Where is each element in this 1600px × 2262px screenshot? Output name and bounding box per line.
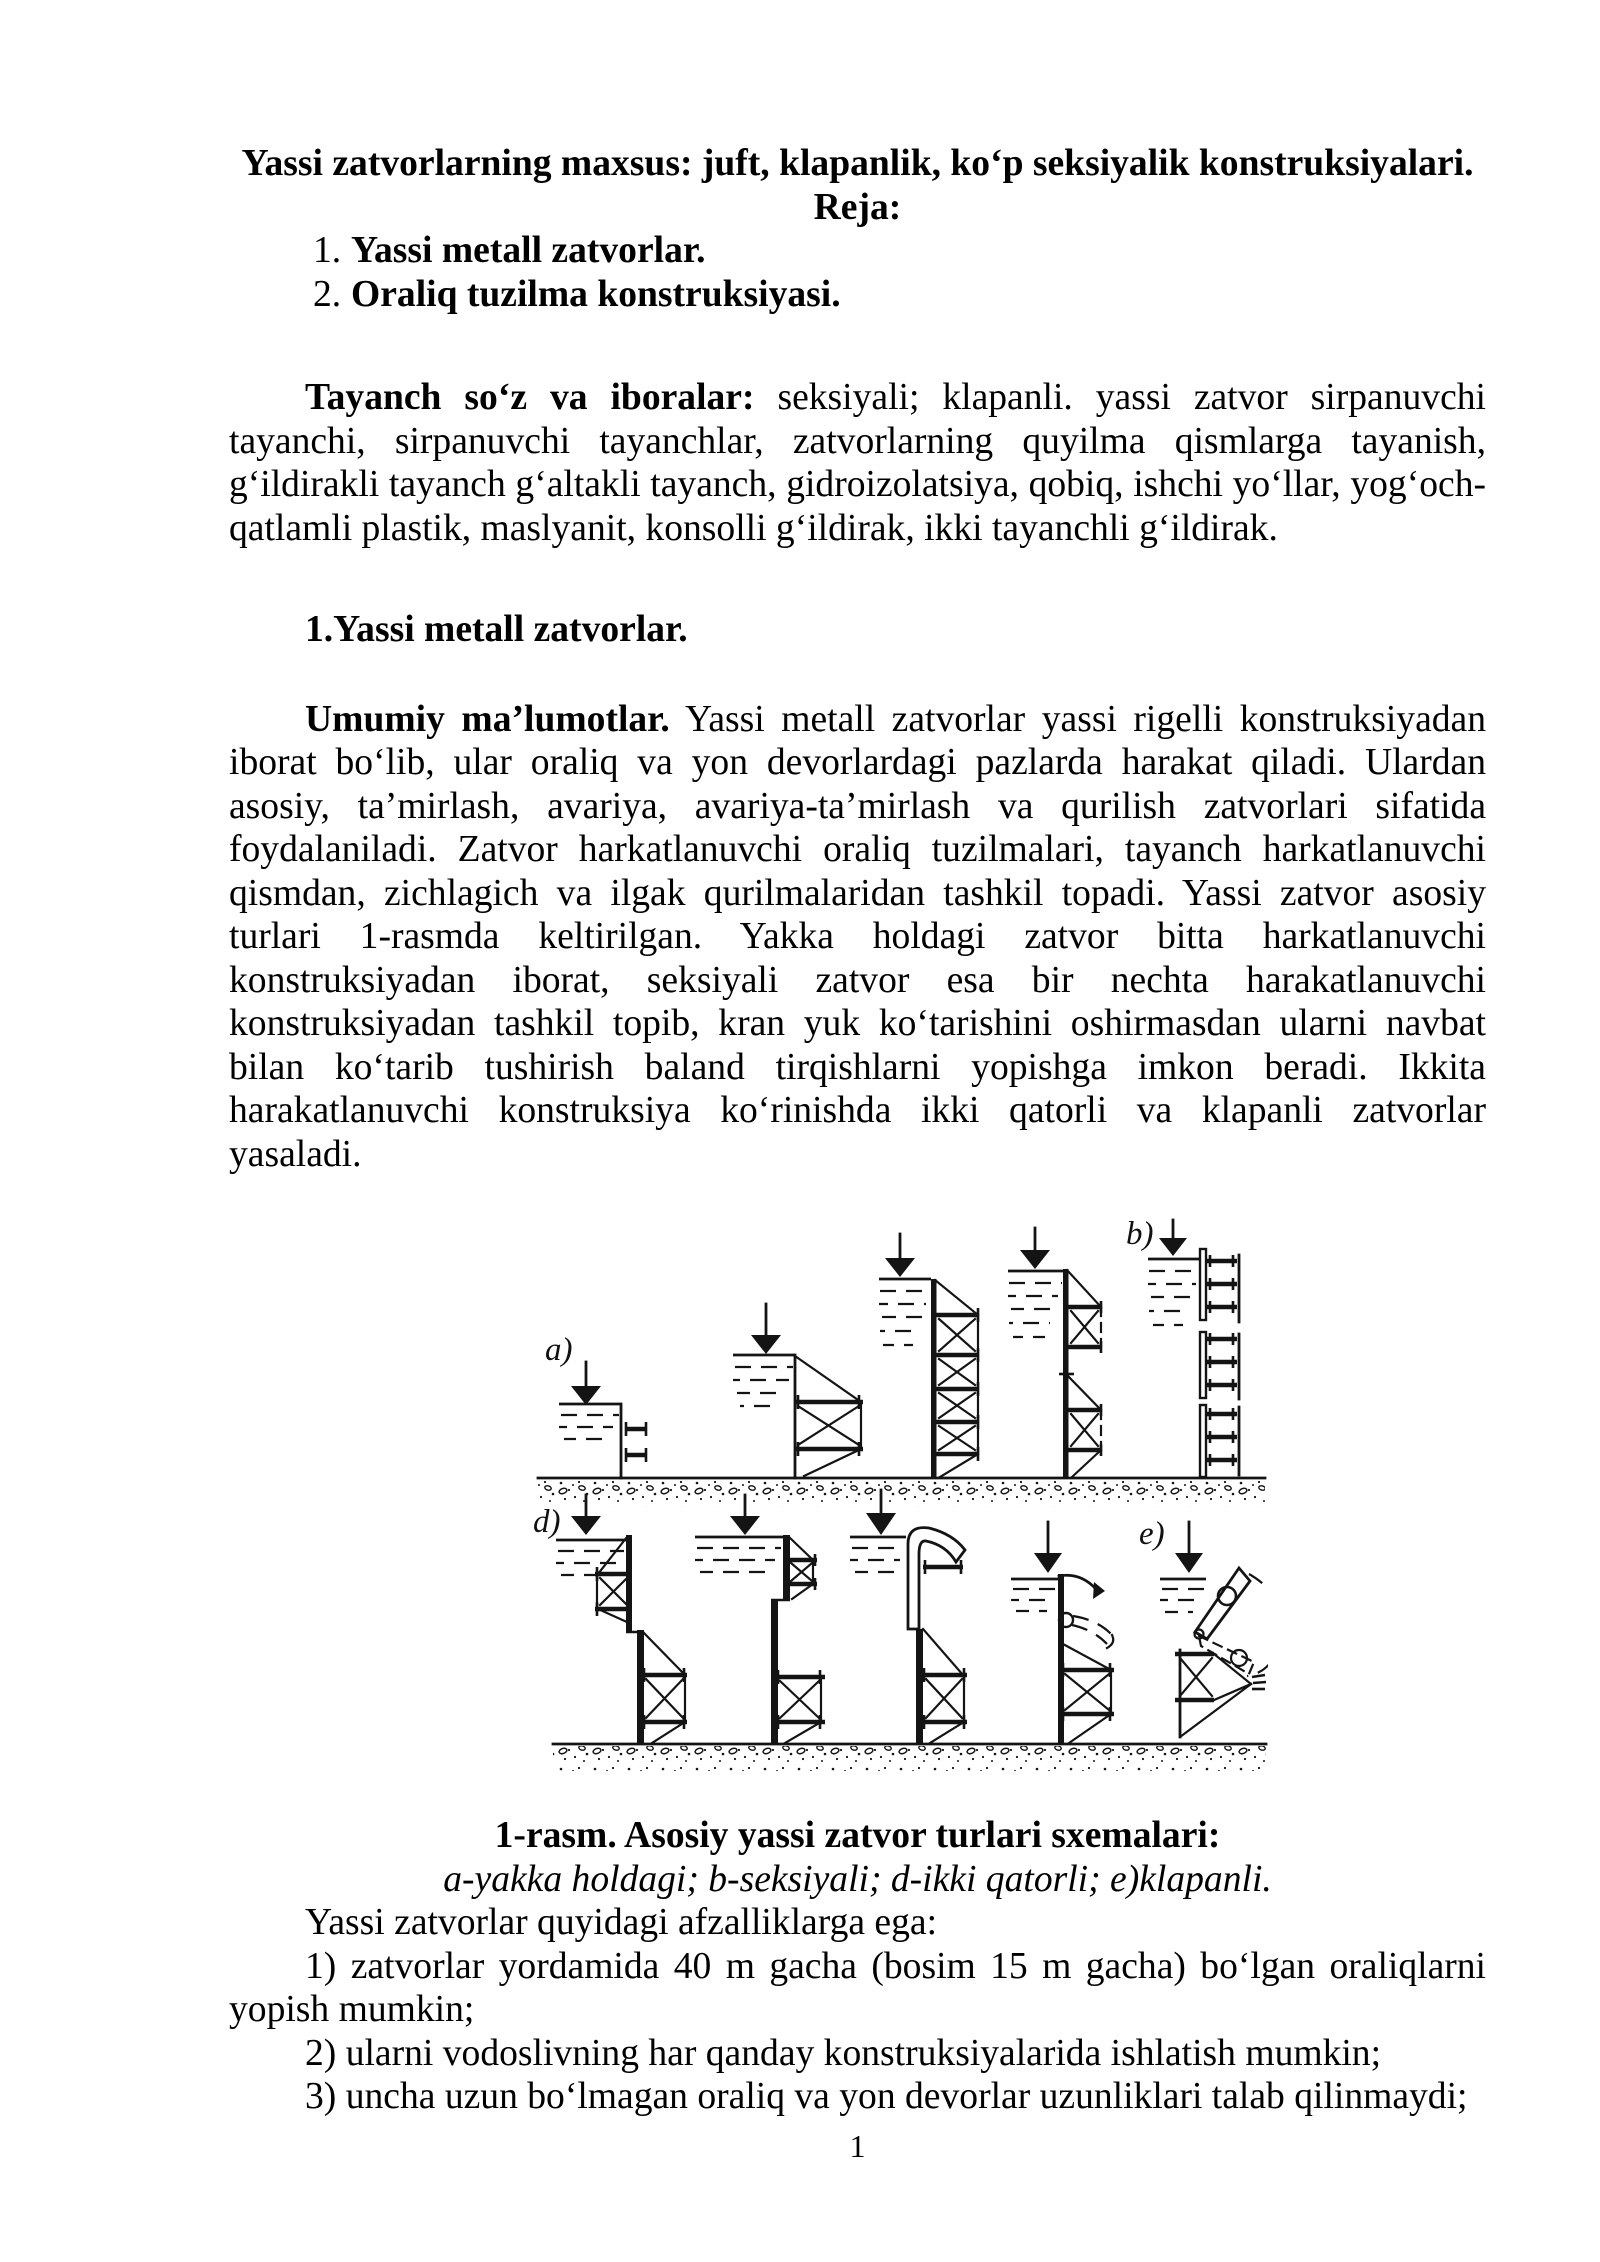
hook-profile xyxy=(908,1528,965,1629)
ground-hatch-bottom xyxy=(553,1746,1266,1771)
flap-motion-arrow-icon xyxy=(1093,1582,1105,1599)
plan-heading: Reja: xyxy=(813,186,902,228)
load-arrow-icon xyxy=(571,1516,601,1535)
scheme-sectional-gate xyxy=(1008,1228,1101,1478)
general-lead: Umumiy ma’lumotlar. xyxy=(305,698,670,740)
advantages-intro: Yassi zatvorlar quyidagi afzalliklarga ega: xyxy=(305,1902,938,1943)
ground-hatch-top xyxy=(538,1480,1265,1507)
figure-label-b: b) xyxy=(1126,1216,1154,1252)
load-arrow-icon xyxy=(866,1513,896,1535)
general-text: Yassi metall zatvorlar yassi rigelli konstruksiyadan iborat bo‘lib, ular oraliq va yon devorlardagi pazlarda harakat qiladi. Ulardan asosiy, ta’mirlash, avariya, avariya-ta’mirlash va qurilish zatvorlari sifatida foydalaniladi. Zatvor harkatlanuvchi oraliq tuzilmalari, tayanch harkatlanuvchi qismdan, zichlagich va ilgak qurilmalaridan tashkil topadi. Yassi zatvor asosiy turlari 1-rasmda keltirilgan. Yakka holdagi zatvor bitta harkatlanuvchi konstruksiyadan iborat, seksiyali zatvor esa bir nechta harakatlanuvchi konstruksiyadan tashkil topib, kran yuk ko‘tarishini oshirmasdan ularni navbat bilan ko‘tarib tushirish baland tirqishlarni yopishga imkon beradi. Ikkita harakatlanuvchi konstruksiya ko‘rinishda ikki qatorli va klapanli zatvorlar yasaladi. xyxy=(229,698,1487,1175)
load-arrow-icon xyxy=(751,1335,781,1354)
beam-stack xyxy=(1206,1255,1237,1466)
load-arrow-icon xyxy=(1159,1238,1187,1256)
plan-item-text: Yassi metall zatvorlar. xyxy=(351,230,706,271)
keywords-paragraph xyxy=(229,376,1486,550)
scheme-gate-one-truss xyxy=(733,1304,863,1478)
scheme-sectional-beam-gate xyxy=(1148,1220,1239,1477)
figure-label-d: d) xyxy=(533,1504,561,1540)
gate-schemes-drawing xyxy=(523,1192,1268,1792)
page-number: 1 xyxy=(849,2128,866,2164)
keywords-text: seksiyali; klapanli. yassi zatvor sirpanuvchi tayanchi, sirpanuvchi tayanchlar, zatvorlarning quyilma qismlarga tayanish, g‘ildirakli tayanch g‘altakli tayanch, gidroizolatsiya, qobiq, ishchi yo‘llar, yog‘och-qatlamli plastik, maslyanit, konsolli g‘ildirak, ikki tayanchli g‘ildirak. xyxy=(229,377,1486,549)
advantage-item-1: 1) zatvorlar yordamida 40 m gacha (bosim 15 m gacha) bo‘lgan oraliqlarni yopish mumkin; xyxy=(229,1945,1486,2030)
load-arrow-icon xyxy=(1020,1250,1050,1269)
advantage-item-3: 3) uncha uzun bo‘lmagan oraliq va yon devorlar uzunliklari talab qilinmaydi; xyxy=(305,2076,1468,2117)
plan-item-2 xyxy=(313,273,1486,317)
plan-item-number: 2. xyxy=(313,273,342,315)
scheme-single-gate xyxy=(559,1362,646,1478)
figure-label-a: a) xyxy=(545,1332,573,1368)
load-arrow-icon xyxy=(571,1386,601,1405)
scheme-flap-gate xyxy=(1011,1522,1114,1743)
section-heading: 1.Yassi metall zatvorlar. xyxy=(305,609,688,650)
scheme-tall-gate-truss xyxy=(879,1234,978,1478)
scheme-klapan-gate xyxy=(1160,1522,1268,1737)
keywords-lead: Tayanch so‘z va iboralar: xyxy=(305,377,755,418)
scheme-double-row-gate xyxy=(556,1495,687,1744)
plan-item-text: Oraliq tuzilma konstruksiyasi. xyxy=(351,273,841,315)
load-arrow-icon xyxy=(1034,1553,1062,1573)
flap-blade xyxy=(1059,1575,1096,1589)
plan-item-number: 1. xyxy=(313,230,342,271)
advantage-item-2: 2) ularni vodoslivning har qanday konstruksiyalarida ishlatish mumkin; xyxy=(305,2032,1382,2074)
figure-label-e: e) xyxy=(1139,1516,1165,1552)
scheme-hook-gate xyxy=(850,1490,967,1743)
plan-list xyxy=(313,229,1486,316)
figure-caption: 1-rasm. Asosiy yassi zatvor turlari sxemalari: xyxy=(494,1815,1221,1856)
general-paragraph xyxy=(229,698,1486,1177)
figure-gate-schemes xyxy=(523,1192,1268,1792)
scheme-gate-top-truss xyxy=(695,1495,825,1743)
figure-caption-detail: a-yakka holdagi; b-seksiyali; d-ikki qatorli; e)klapanli. xyxy=(443,1858,1272,1900)
load-arrow-icon xyxy=(885,1258,915,1277)
load-arrow-icon xyxy=(730,1516,760,1535)
page-title: Yassi zatvorlarning maxsus: juft, klapanlik, ko‘p seksiyalik konstruksiyalari. xyxy=(241,143,1474,184)
plan-item-1 xyxy=(313,229,1486,273)
load-arrow-icon xyxy=(1175,1553,1203,1573)
